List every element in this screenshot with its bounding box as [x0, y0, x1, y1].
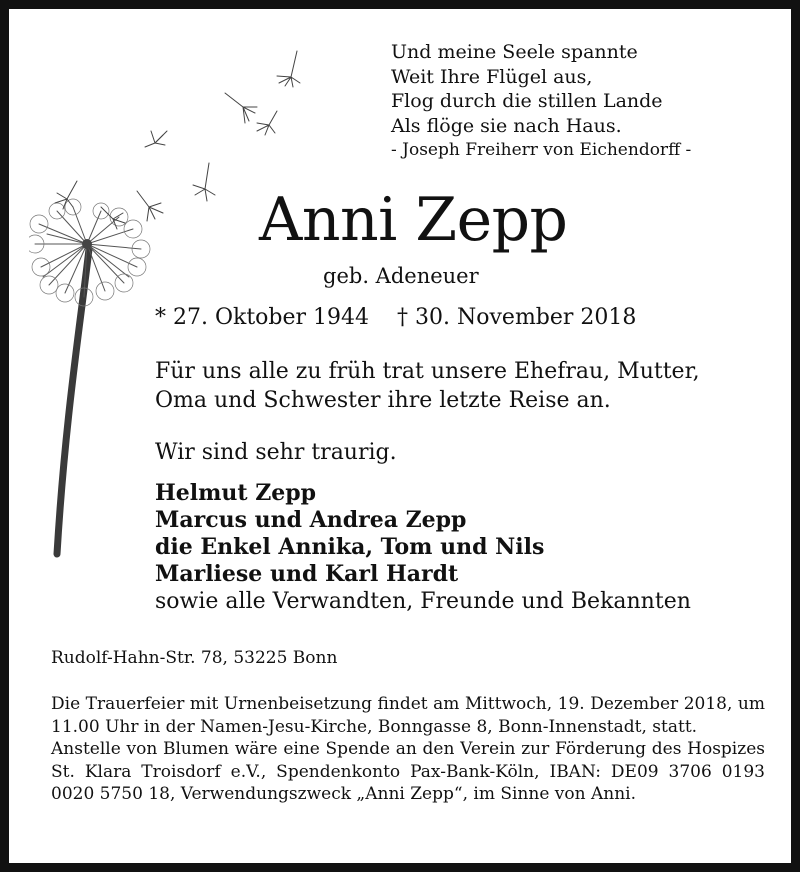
- life-dates: [155, 304, 636, 332]
- donation-text: Anstelle von Blumen wäre eine Spende an den Verein zur Förderung des Hospizes St. Klara Troisdorf e.V., Spendenkonto Pax-Bank-Köln, IBAN: DE09 3706 0193 0020 5750 18, Verwendungszweck „Anni Zepp“, im Sinne von Anni.: [51, 739, 765, 804]
- sad-note: Wir sind sehr traurig.: [155, 440, 397, 465]
- poem-line: Weit Ihre Flügel aus,: [391, 65, 593, 88]
- family-member: die Enkel Annika, Tom und Nils: [155, 534, 545, 560]
- family-others: sowie alle Verwandten, Freunde und Bekannten: [155, 589, 691, 614]
- family-list: [155, 480, 691, 615]
- message-line: Oma und Schwester ihre letzte Reise an.: [155, 388, 611, 413]
- death-date: † 30. November 2018: [397, 305, 637, 330]
- announcement-message: [155, 357, 700, 415]
- family-member: Marliese und Karl Hardt: [155, 561, 459, 587]
- poem-line: Als flöge sie nach Haus.: [391, 114, 622, 137]
- poem-line: Und meine Seele spannte: [391, 41, 638, 63]
- deceased-name: Anni Zepp: [259, 185, 568, 255]
- ceremony-text: Die Trauerfeier mit Urnenbeisetzung findet am Mittwoch, 19. Dezember 2018, um 11.00 Uhr in der Namen-Jesu-Kirche, Bonngasse 8, Bonn-Innenstadt, statt.: [51, 694, 765, 737]
- birth-date: * 27. Oktober 1944: [155, 305, 370, 330]
- family-member: Marcus und Andrea Zepp: [155, 507, 467, 533]
- message-line: Für uns alle zu früh trat unsere Ehefrau, Mutter,: [155, 359, 700, 384]
- family-member: Helmut Zepp: [155, 480, 317, 506]
- poem-attribution: - Joseph Freiherr von Eichendorff -: [391, 140, 692, 160]
- poem: [391, 40, 691, 163]
- ceremony-details: [51, 693, 765, 806]
- birth-name: geb. Adeneuer: [323, 264, 479, 288]
- address: Rudolf-Hahn-Str. 78, 53225 Bonn: [51, 648, 338, 668]
- poem-line: Flog durch die stillen Lande: [391, 90, 663, 112]
